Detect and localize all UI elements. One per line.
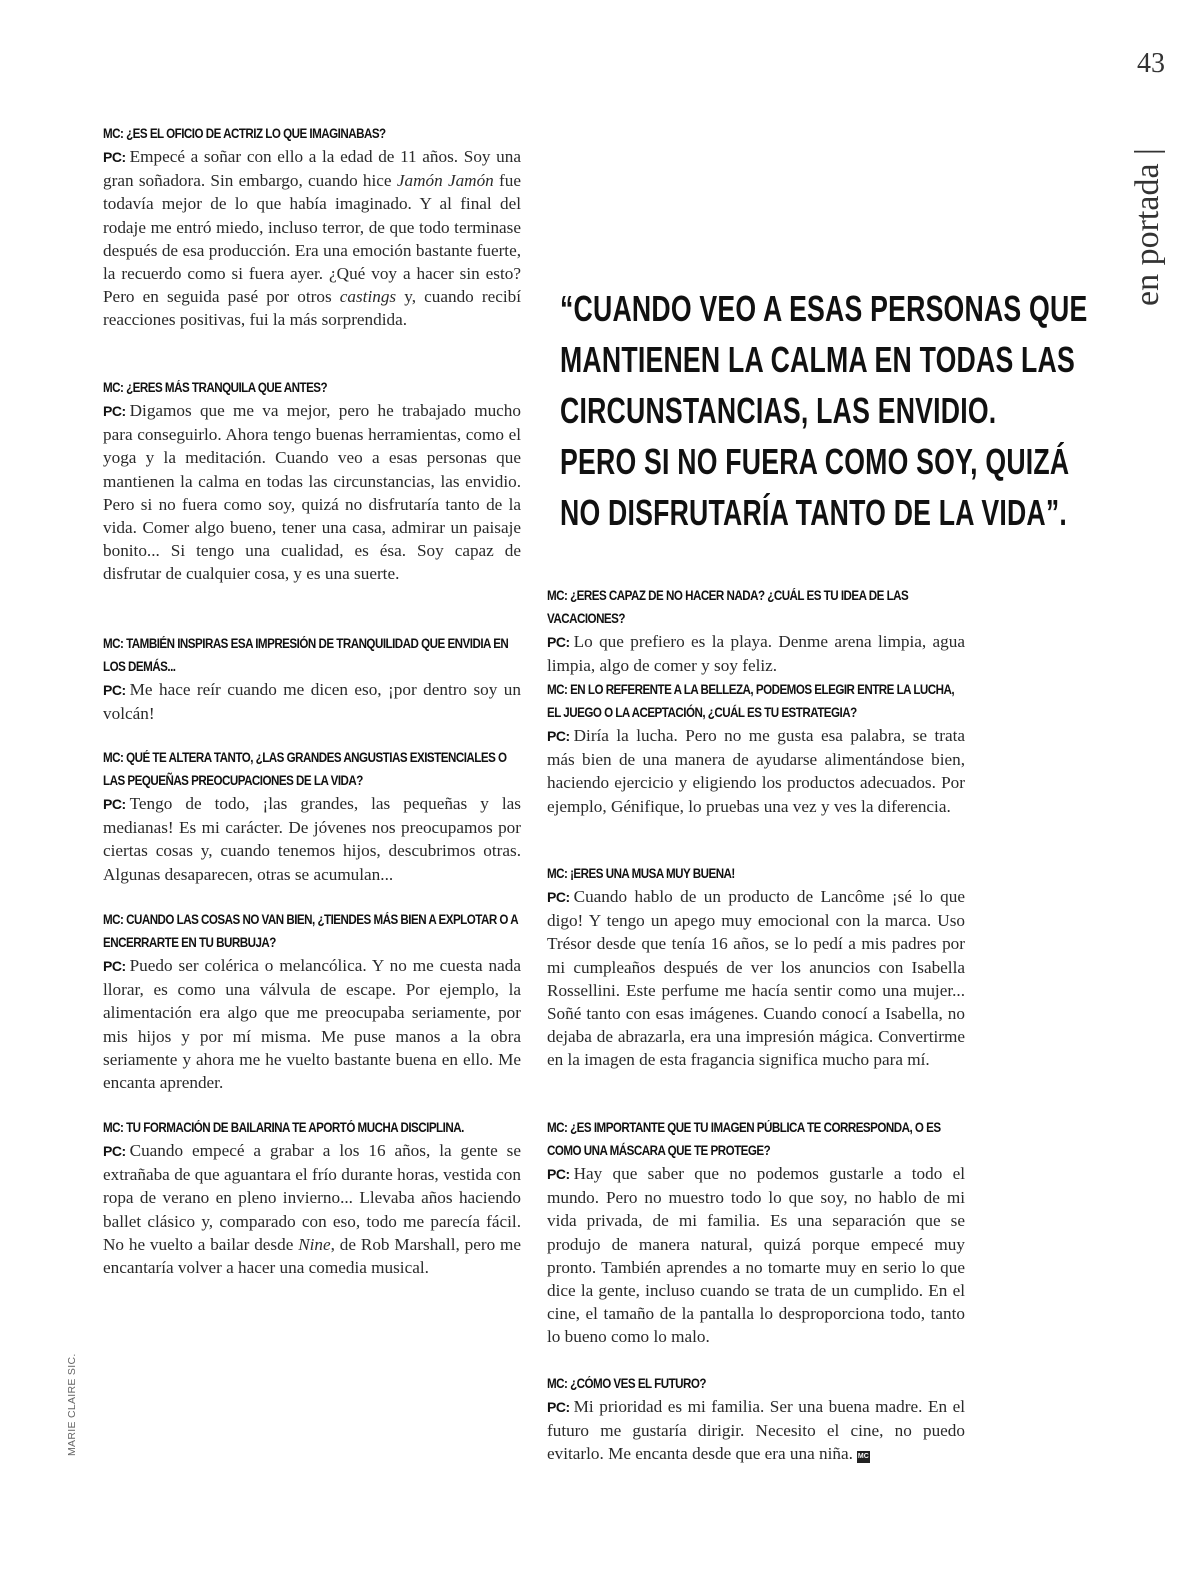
answer-text: Puedo ser colérica o melancólica. Y no me cuesta nada llorar, es como una válvula de escape. Por ejemplo, la alimentación era algo que me preocupaba seriamente, por mis hijos y por mí misma. Me puse manos a la obra seriamente y ahora me he vuelto bastante buena en ello. Me encanta aprender. <box>103 956 521 1093</box>
question: MC: CUANDO LAS COSAS NO VAN BIEN, ¿TIENDES MÁS BIEN A EXPLOTAR O A ENCERRARTE EN TU BURBUJA? <box>103 912 518 950</box>
answer <box>547 724 965 818</box>
answer <box>547 1395 965 1466</box>
answer-italic-text: Jamón Jamón <box>396 171 494 191</box>
qa-block <box>547 862 965 1072</box>
pull-quote <box>560 283 1088 538</box>
question: MC: ¿ERES MÁS TRANQUILA QUE ANTES? <box>103 380 328 395</box>
answer-text: Tengo de todo, ¡las grandes, las pequeñas y las medianas! Es mi carácter. De jóvenes nos preocupamos por ciertas cosas y, cuando tenemos hijos, descubrimos otras. Algunas desaparecen, otras se acumulan... <box>103 794 521 884</box>
question: MC: ¿ES EL OFICIO DE ACTRIZ LO QUE IMAGINABAS? <box>103 126 386 141</box>
answer-text: Diría la lucha. Pero no me gusta esa palabra, se trata más bien de una manera de ayudarse alimentándose bien, haciendo ejercicio y eligiendo los productos adecuados. Por ejemplo, Génifique, lo pruebas una vez y ves la diferencia. <box>547 726 965 816</box>
answer-text: , de Rob Marshall, pero me encantaría volver a hacer una comedia musical. <box>103 1234 522 1278</box>
question: MC: TU FORMACIÓN DE BAILARINA TE APORTÓ MUCHA DISCIPLINA. <box>103 1120 464 1135</box>
answer <box>103 678 521 725</box>
answer <box>103 954 521 1094</box>
qa-block <box>547 1372 965 1466</box>
answer-text: Empecé a soñar con ello a la edad de 11 años. Soy una gran soñadora. Sin embargo, cuando hice <box>103 147 521 191</box>
question: MC: QUÉ TE ALTERA TANTO, ¿LAS GRANDES ANGUSTIAS EXISTENCIALES O LAS PEQUEÑAS PREOCUPACIONES DE LA VIDA? <box>103 750 507 788</box>
answer-prefix: PC: <box>547 634 570 650</box>
answer <box>103 1139 521 1279</box>
answer <box>103 145 521 332</box>
qa-block <box>103 122 521 332</box>
end-mark-icon: MC <box>857 1451 870 1463</box>
answer-prefix: PC: <box>103 1143 126 1159</box>
answer-text: Mi prioridad es mi familia. Ser una buena madre. En el futuro me gustaría dirigir. Necesito el cine, no puedo evitarlo. Me encanta desde que era una niña. <box>547 1397 965 1464</box>
question: MC: ¿ERES CAPAZ DE NO HACER NADA? ¿CUÁL ES TU IDEA DE LAS VACACIONES? <box>547 588 909 626</box>
pull-quote-line: PERO SI NO FUERA COMO SOY, QUIZÁ <box>560 441 1070 482</box>
answer-text: Digamos que me va mejor, pero he trabajado mucho para conseguirlo. Ahora tengo buenas herramientas, como el yoga y la meditación. Cuando veo a esas personas que mantienen la calma en todas las circunstancias, las envidio. Pero si no fuera como soy, quizá no disfrutaría tanto de la vida. Comer algo bueno, tener una casa, admirar un paisaje bonito... Si tengo una cualidad, es ésa. Soy capaz de disfrutar de cualquier cosa, y es una suerte. <box>103 401 521 584</box>
answer <box>103 399 521 586</box>
section-label: en portada | <box>1129 148 1166 306</box>
answer-prefix: PC: <box>103 796 126 812</box>
qa-block <box>103 376 521 586</box>
qa-block <box>103 1116 521 1279</box>
answer-italic-text: castings <box>339 287 397 307</box>
qa-block <box>547 584 965 677</box>
answer-text: y, cuando recibí reacciones positivas, fui la más sorprendida. <box>103 287 521 330</box>
qa-block <box>103 746 521 886</box>
qa-block <box>547 1116 965 1349</box>
pull-quote-line: “CUANDO VEO A ESAS PERSONAS QUE <box>560 288 1088 329</box>
answer-italic-text: Nine <box>298 1234 331 1254</box>
answer-text: Hay que saber que no podemos gustarle a todo el mundo. Pero no muestro todo lo que soy, no hablo de mi vida privada, de mi familia. Es una separación que se produjo de manera natural, quizá porque empecé muy pronto. También aprendes a no tomarte muy en serio lo que dice la gente, incluso cuando se trata de un cumplido. En el cine, el tamaño de la pantalla lo desproporciona todo, tanto lo bueno como lo malo. <box>547 1164 965 1347</box>
page-number: 43 <box>1137 48 1165 79</box>
answer <box>547 1162 965 1349</box>
answer-text: fue todavía mejor de lo que había imaginado. Y al final del rodaje me entró miedo, incluso terror, de que todo terminase después de esa producción. Era una emoción bastante fuerte, la recuerdo como si fuera ayer. ¿Qué voy a hacer sin esto? Pero en seguida pasé por otros <box>103 171 521 307</box>
answer-text: Cuando hablo de un producto de Lancôme ¡sé lo que digo! Y tengo un apego muy emocional con la marca. Uso Trésor desde que tenía 16 años, se lo pedí a mis padres por mi cumpleaños después de ver los anuncios con Isabella Rossellini. Este perfume me hacía sentir como una mujer... Soñé tanto con esas imágenes. Cuando conocí a Isabella, no dejaba de abrazarla, era una impresión mágica. Convertirme en la imagen de esta fragancia significa mucho para mí. <box>547 887 965 1070</box>
photo-credit: MARIE CLAIRE SIC. <box>66 1353 78 1456</box>
question: MC: TAMBIÉN INSPIRAS ESA IMPRESIÓN DE TRANQUILIDAD QUE ENVIDIA EN LOS DEMÁS... <box>103 636 509 674</box>
answer-prefix: PC: <box>547 1399 570 1415</box>
pull-quote-line: NO DISFRUTARÍA TANTO DE LA VIDA”. <box>560 492 1068 533</box>
answer-prefix: PC: <box>547 728 570 744</box>
question: MC: EN LO REFERENTE A LA BELLEZA, PODEMOS ELEGIR ENTRE LA LUCHA, EL JUEGO O LA ACEPTACIÓN, ¿CUÁL ES TU ESTRATEGIA? <box>547 682 955 720</box>
answer <box>103 792 521 886</box>
qa-block <box>103 632 521 725</box>
question: MC: ¡ERES UNA MUSA MUY BUENA! <box>547 866 735 881</box>
answer-text: Me hace reír cuando me dicen eso, ¡por dentro soy un volcán! <box>103 680 521 724</box>
question: MC: ¿CÓMO VES EL FUTURO? <box>547 1376 706 1391</box>
answer-prefix: PC: <box>547 1166 570 1182</box>
answer-prefix: PC: <box>103 682 126 698</box>
answer-text: Cuando empecé a grabar a los 16 años, la gente se extrañaba de que aguantara el frío durante horas, vestida con ropa de verano en pleno invierno... Llevaba años haciendo ballet clásico y, comparado con eso, todo me parecía fácil. No he vuelto a bailar desde <box>103 1141 521 1254</box>
answer <box>547 630 965 677</box>
answer-prefix: PC: <box>547 889 570 905</box>
answer-text: Lo que prefiero es la playa. Denme arena limpia, agua limpia, algo de comer y soy feliz. <box>547 632 965 676</box>
page-header-side <box>1126 48 1176 306</box>
answer-prefix: PC: <box>103 958 126 974</box>
answer <box>547 885 965 1072</box>
pull-quote-line: MANTIENEN LA CALMA EN TODAS LAS <box>560 339 1076 380</box>
question: MC: ¿ES IMPORTANTE QUE TU IMAGEN PÚBLICA TE CORRESPONDA, O ES COMO UNA MÁSCARA QUE TE PROTEGE? <box>547 1120 941 1158</box>
answer-prefix: PC: <box>103 403 126 419</box>
answer-prefix: PC: <box>103 149 126 165</box>
qa-block <box>103 908 521 1094</box>
pull-quote-line: CIRCUNSTANCIAS, LAS ENVIDIO. <box>560 390 997 431</box>
qa-block <box>547 678 965 818</box>
